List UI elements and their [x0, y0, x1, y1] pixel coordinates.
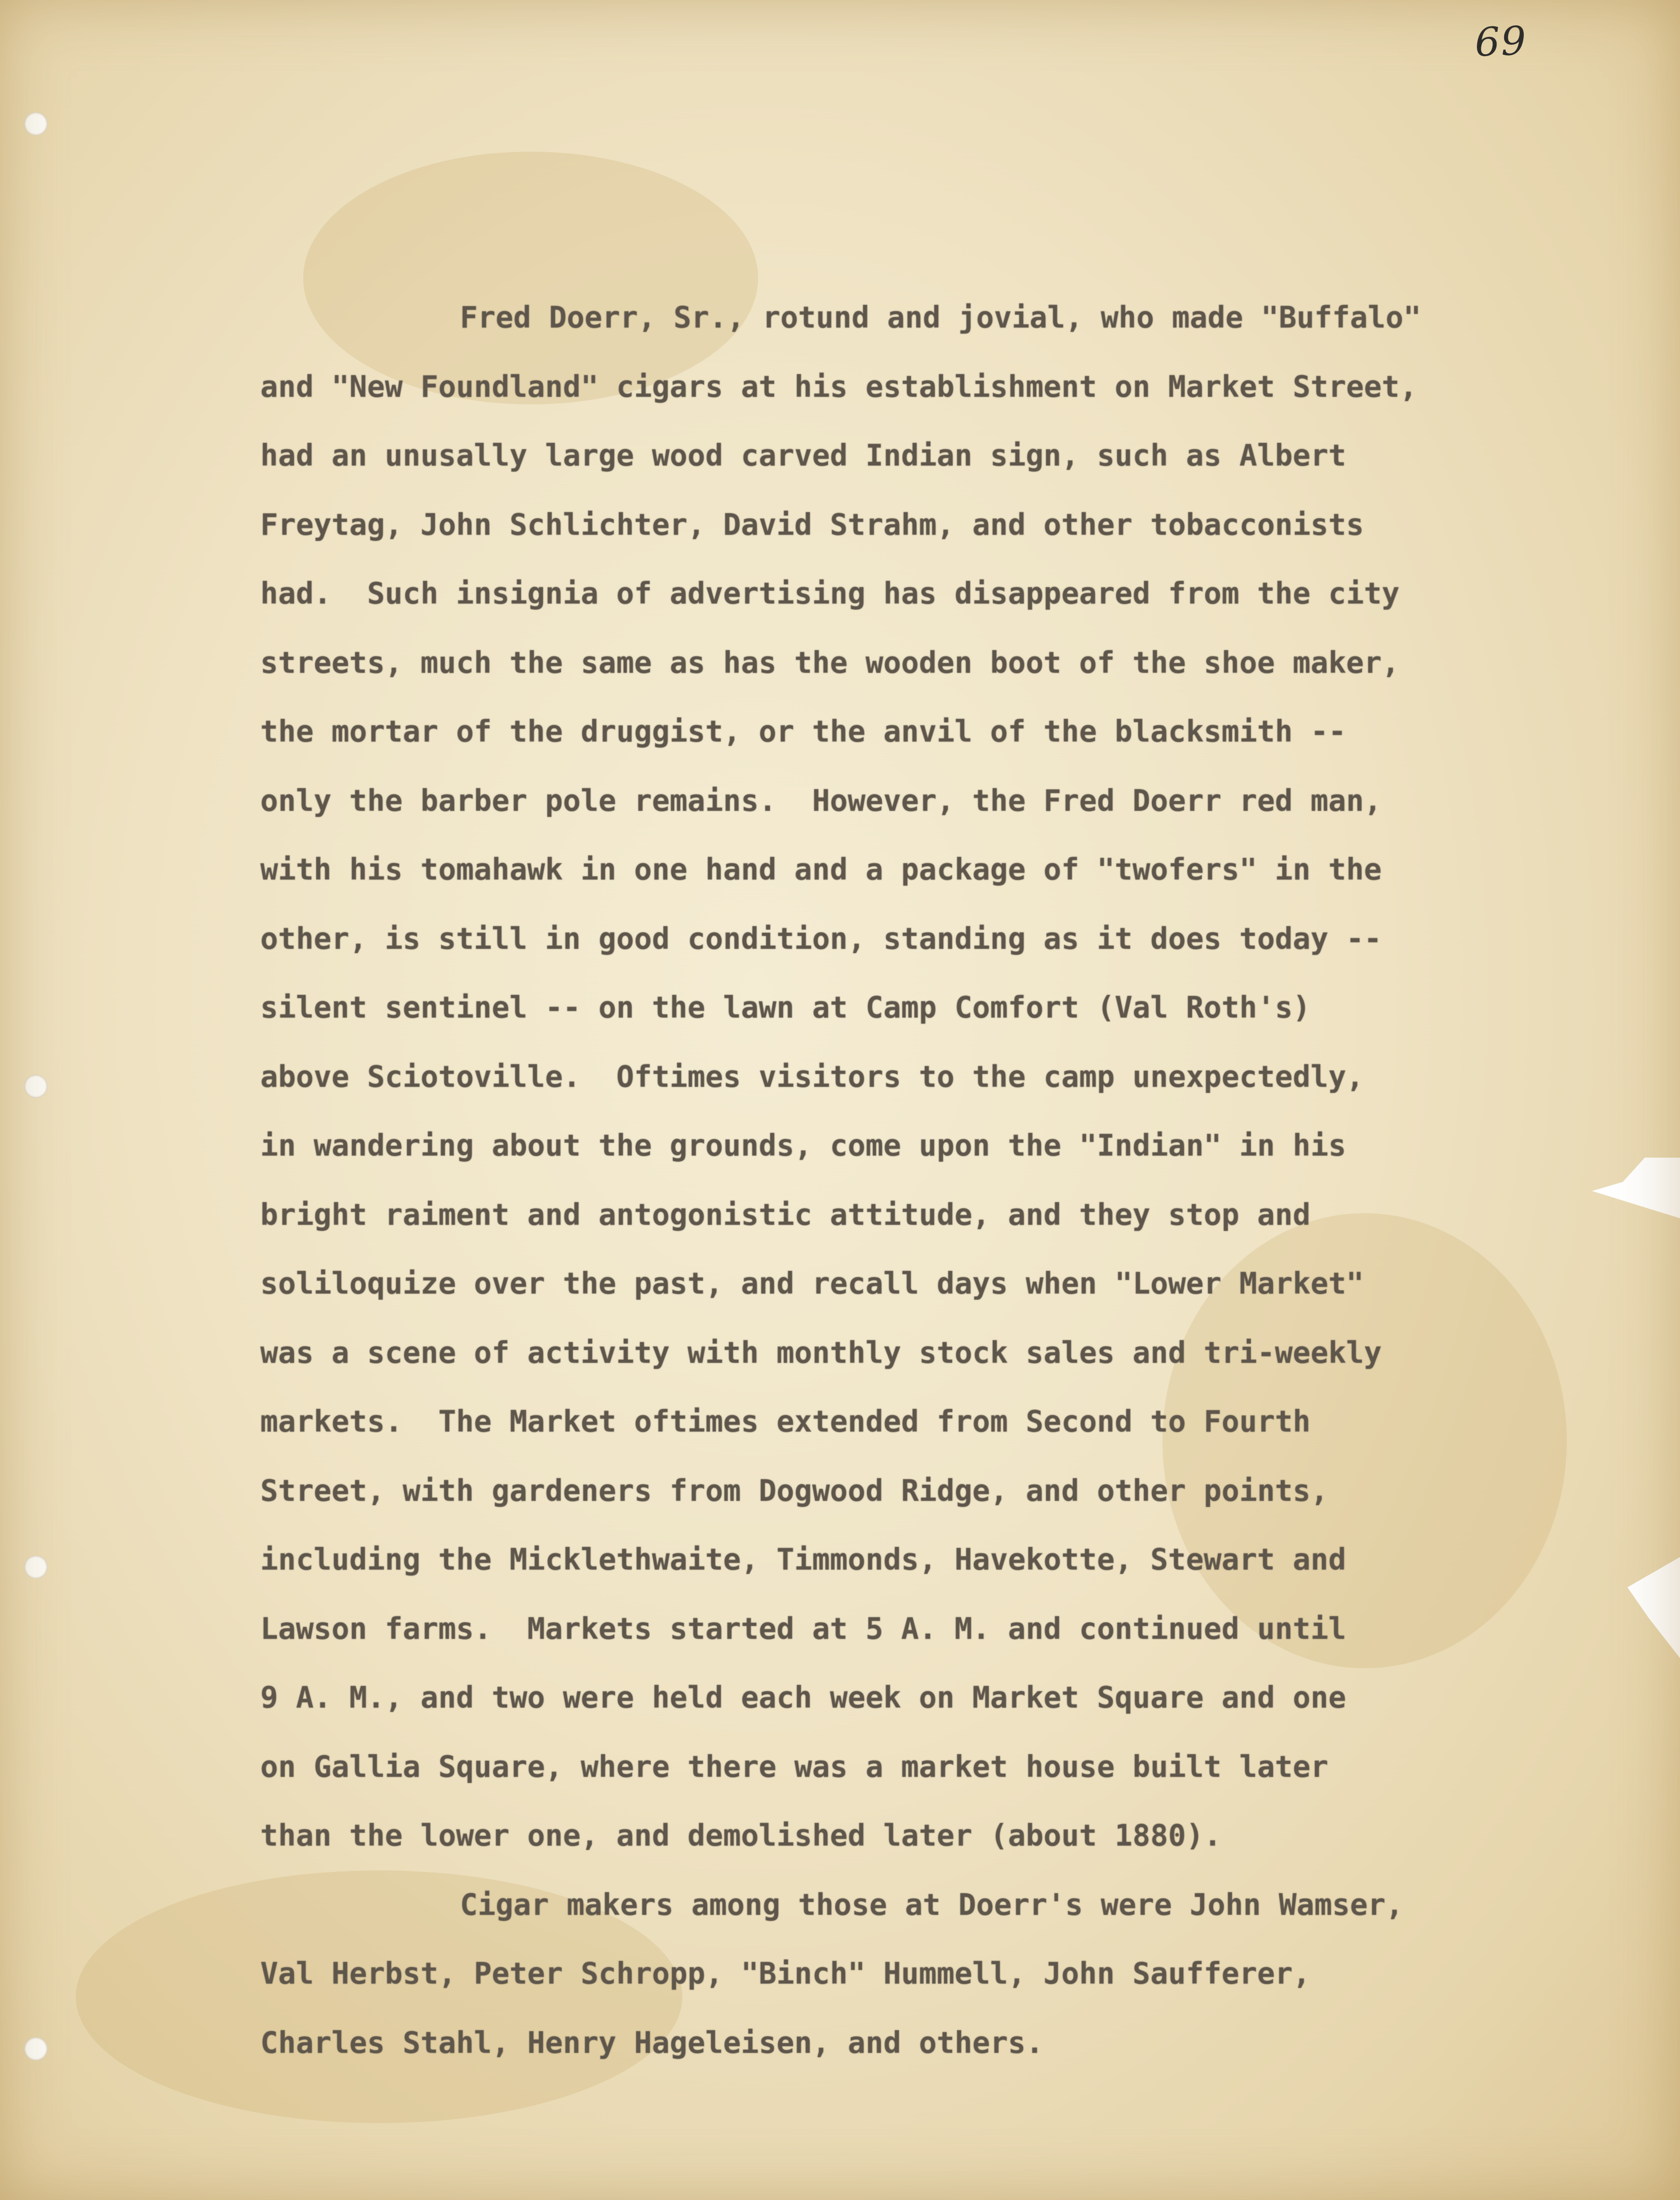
text-line: above Sciotoville. Oftimes visitors to the camp unexpectedly, — [260, 1059, 1364, 1094]
text-line: Freytag, John Schlichter, David Strahm, and other tobacconists — [260, 507, 1364, 542]
text-line: bright raiment and antogonistic attitude, and they stop and — [260, 1197, 1311, 1232]
punch-hole — [24, 1075, 48, 1098]
text-line: Cigar makers among those at Doerr's were John Wamser, — [460, 1887, 1404, 1922]
text-line: silent sentinel -- on the lawn at Camp Comfort (Val Roth's) — [260, 990, 1311, 1025]
text-line: streets, much the same as has the wooden boot of the shoe maker, — [260, 645, 1400, 680]
text-line: soliloquize over the past, and recall days when "Lower Market" — [260, 1266, 1364, 1301]
text-line: Fred Doerr, Sr., rotund and jovial, who made "Buffalo" — [460, 300, 1421, 335]
text-line: 9 A. M., and two were held each week on Market Square and one — [260, 1680, 1346, 1715]
text-line: Lawson farms. Markets started at 5 A. M. and continued until — [260, 1611, 1346, 1646]
punch-hole — [24, 2037, 48, 2060]
torn-edge — [1627, 1557, 1680, 1658]
page-number: 69 — [1474, 18, 1528, 66]
text-line: only the barber pole remains. However, the Fred Doerr red man, — [260, 783, 1382, 818]
text-line: markets. The Market oftimes extended from Second to Fourth — [260, 1404, 1311, 1439]
text-line: on Gallia Square, where there was a market house built later — [260, 1749, 1329, 1784]
text-line: in wandering about the grounds, come upon the "Indian" in his — [260, 1128, 1346, 1163]
punch-hole — [24, 112, 48, 135]
text-line: the mortar of the druggist, or the anvil of the blacksmith -- — [260, 714, 1346, 749]
text-line: other, is still in good condition, standing as it does today -- — [260, 921, 1382, 956]
text-line: Val Herbst, Peter Schropp, "Binch" Hummell, John Saufferer, — [260, 1956, 1311, 1991]
text-line: including the Micklethwaite, Timmonds, Havekotte, Stewart and — [260, 1542, 1346, 1577]
typescript-body — [260, 283, 1625, 2077]
text-line: had. Such insignia of advertising has disappeared from the city — [260, 576, 1400, 611]
text-line: Street, with gardeners from Dogwood Ridge, and other points, — [260, 1473, 1329, 1508]
punch-hole — [24, 1555, 48, 1579]
text-line: had an unusally large wood carved Indian sign, such as Albert — [260, 438, 1346, 473]
text-line: than the lower one, and demolished later (about 1880). — [260, 1818, 1222, 1853]
text-line: with his tomahawk in one hand and a package of "twofers" in the — [260, 852, 1382, 887]
text-line: and "New Foundland" cigars at his establishment on Market Street, — [260, 369, 1418, 404]
text-line: Charles Stahl, Henry Hageleisen, and others. — [260, 2025, 1044, 2060]
text-line: was a scene of activity with monthly stock sales and tri-weekly — [260, 1335, 1382, 1370]
